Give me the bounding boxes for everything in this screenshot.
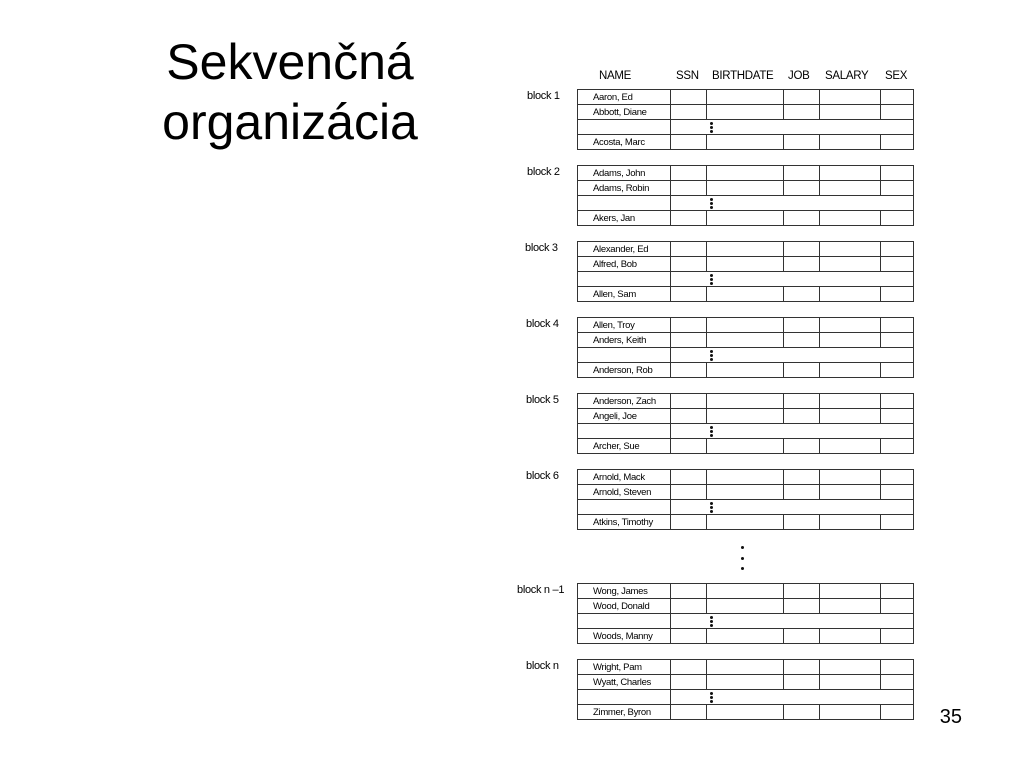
column-divider — [880, 90, 881, 104]
record-name: Woods, Manny — [593, 631, 653, 642]
column-divider — [706, 660, 707, 674]
column-divider — [670, 287, 671, 301]
column-divider — [670, 705, 671, 719]
column-divider — [783, 675, 784, 689]
column-divider — [706, 318, 707, 332]
column-divider — [880, 211, 881, 225]
column-divider — [819, 318, 820, 332]
column-divider — [783, 485, 784, 499]
column-divider — [670, 363, 671, 377]
record-row — [578, 211, 913, 225]
record-row — [578, 135, 913, 149]
column-divider — [670, 599, 671, 613]
column-divider — [783, 660, 784, 674]
column-divider — [880, 409, 881, 423]
record-row — [578, 181, 913, 196]
column-divider — [670, 394, 671, 408]
record-name: Allen, Sam — [593, 289, 636, 300]
column-divider — [783, 515, 784, 529]
record-name: Angeli, Joe — [593, 411, 637, 422]
column-divider — [880, 515, 881, 529]
record-name: Aaron, Ed — [593, 92, 633, 103]
column-divider — [670, 515, 671, 529]
column-divider — [706, 166, 707, 180]
column-divider — [819, 135, 820, 149]
column-divider — [819, 90, 820, 104]
record-name: Akers, Jan — [593, 213, 635, 224]
column-divider — [670, 439, 671, 453]
column-divider — [670, 348, 671, 362]
column-header-birthdate: BIRTHDATE — [712, 70, 774, 82]
column-divider — [819, 242, 820, 256]
column-divider — [880, 166, 881, 180]
column-divider — [670, 196, 671, 210]
column-divider — [880, 135, 881, 149]
column-divider — [880, 705, 881, 719]
column-divider — [783, 363, 784, 377]
column-divider — [670, 90, 671, 104]
column-divider — [819, 181, 820, 195]
record-name: Alfred, Bob — [593, 259, 637, 270]
record-row — [578, 287, 913, 301]
record-row — [578, 333, 913, 348]
ellipsis-row — [578, 348, 913, 363]
column-divider — [670, 629, 671, 643]
column-divider — [706, 363, 707, 377]
column-header-job: JOB — [788, 70, 810, 82]
block-label: block n –1 — [517, 584, 565, 596]
ellipsis-row — [578, 690, 913, 705]
column-header-sex: SEX — [885, 70, 908, 82]
column-divider — [783, 105, 784, 119]
record-name: Arnold, Steven — [593, 487, 652, 498]
record-name: Adams, Robin — [593, 183, 650, 194]
column-divider — [670, 584, 671, 598]
column-divider — [880, 333, 881, 347]
column-divider — [670, 675, 671, 689]
record-row — [578, 599, 913, 614]
column-divider — [783, 287, 784, 301]
column-divider — [819, 211, 820, 225]
column-divider — [783, 439, 784, 453]
block-table — [577, 583, 914, 644]
column-divider — [819, 584, 820, 598]
column-divider — [880, 363, 881, 377]
block-label: block n — [526, 660, 559, 672]
column-divider — [880, 287, 881, 301]
column-divider — [706, 135, 707, 149]
record-name: Arnold, Mack — [593, 472, 645, 483]
record-name: Anderson, Zach — [593, 396, 656, 407]
vertical-ellipsis-icon — [709, 348, 713, 363]
column-divider — [783, 599, 784, 613]
column-divider — [783, 629, 784, 643]
record-row — [578, 166, 913, 181]
column-divider — [819, 599, 820, 613]
column-divider — [880, 318, 881, 332]
record-row — [578, 90, 913, 105]
column-divider — [819, 470, 820, 484]
column-divider — [706, 257, 707, 271]
record-name: Alexander, Ed — [593, 244, 649, 255]
column-divider — [670, 500, 671, 514]
column-divider — [706, 439, 707, 453]
block-label: block 2 — [527, 166, 560, 178]
block-table — [577, 659, 914, 720]
column-divider — [819, 515, 820, 529]
vertical-ellipsis-icon — [739, 546, 745, 570]
record-row — [578, 363, 913, 377]
column-divider — [819, 409, 820, 423]
record-row — [578, 257, 913, 272]
block-label: block 1 — [527, 90, 560, 102]
record-name: Anders, Keith — [593, 335, 647, 346]
record-row — [578, 675, 913, 690]
vertical-ellipsis-icon — [709, 120, 713, 135]
column-divider — [819, 257, 820, 271]
column-divider — [819, 287, 820, 301]
column-divider — [670, 272, 671, 286]
column-divider — [819, 675, 820, 689]
column-divider — [670, 424, 671, 438]
column-divider — [783, 166, 784, 180]
record-name: Wong, James — [593, 586, 648, 597]
column-divider — [819, 105, 820, 119]
column-divider — [706, 409, 707, 423]
column-divider — [706, 485, 707, 499]
block-label: block 4 — [526, 318, 559, 330]
column-divider — [880, 394, 881, 408]
column-divider — [670, 660, 671, 674]
record-row — [578, 705, 913, 719]
column-divider — [819, 439, 820, 453]
record-name: Atkins, Timothy — [593, 517, 653, 528]
column-divider — [880, 675, 881, 689]
column-divider — [880, 599, 881, 613]
vertical-ellipsis-icon — [709, 196, 713, 211]
column-divider — [670, 318, 671, 332]
column-divider — [783, 394, 784, 408]
column-divider — [706, 211, 707, 225]
column-divider — [670, 333, 671, 347]
column-divider — [670, 211, 671, 225]
column-divider — [880, 470, 881, 484]
page-number: 35 — [939, 706, 962, 728]
vertical-ellipsis-icon — [709, 424, 713, 439]
column-divider — [706, 515, 707, 529]
column-divider — [670, 470, 671, 484]
record-name: Adams, John — [593, 168, 646, 179]
column-divider — [670, 690, 671, 704]
column-divider — [670, 242, 671, 256]
block-table — [577, 393, 914, 454]
record-row — [578, 470, 913, 485]
column-divider — [880, 242, 881, 256]
column-divider — [819, 363, 820, 377]
column-header-ssn: SSN — [676, 70, 699, 82]
column-divider — [783, 705, 784, 719]
block-table — [577, 165, 914, 226]
column-divider — [706, 242, 707, 256]
column-divider — [706, 470, 707, 484]
column-header-name: NAME — [599, 70, 632, 82]
record-name: Allen, Troy — [593, 320, 635, 331]
record-row — [578, 629, 913, 643]
ellipsis-row — [578, 500, 913, 515]
column-divider — [670, 181, 671, 195]
column-divider — [670, 614, 671, 628]
column-divider — [819, 166, 820, 180]
column-divider — [880, 105, 881, 119]
ellipsis-row — [578, 272, 913, 287]
record-row — [578, 515, 913, 529]
block-table — [577, 241, 914, 302]
column-divider — [819, 333, 820, 347]
block-label: block 5 — [526, 394, 559, 406]
record-row — [578, 409, 913, 424]
record-name: Wyatt, Charles — [593, 677, 652, 688]
ellipsis-row — [578, 424, 913, 439]
record-name: Wood, Donald — [593, 601, 650, 612]
record-row — [578, 439, 913, 453]
vertical-ellipsis-icon — [709, 272, 713, 287]
column-divider — [706, 333, 707, 347]
column-divider — [880, 629, 881, 643]
column-divider — [819, 394, 820, 408]
column-divider — [819, 660, 820, 674]
column-divider — [706, 287, 707, 301]
column-divider — [706, 394, 707, 408]
column-divider — [706, 629, 707, 643]
column-divider — [706, 675, 707, 689]
column-divider — [880, 181, 881, 195]
slide-title: Sekvenčná organizácia — [162, 34, 418, 150]
record-name: Zimmer, Byron — [593, 707, 651, 718]
column-divider — [670, 166, 671, 180]
column-divider — [783, 318, 784, 332]
record-row — [578, 105, 913, 120]
block-label: block 6 — [526, 470, 559, 482]
column-divider — [819, 485, 820, 499]
column-divider — [706, 181, 707, 195]
column-divider — [783, 257, 784, 271]
column-divider — [783, 181, 784, 195]
column-divider — [706, 599, 707, 613]
column-divider — [880, 439, 881, 453]
ellipsis-row — [578, 196, 913, 211]
column-divider — [880, 257, 881, 271]
vertical-ellipsis-icon — [709, 690, 713, 705]
record-row — [578, 485, 913, 500]
record-row — [578, 394, 913, 409]
column-divider — [670, 105, 671, 119]
column-divider — [783, 409, 784, 423]
ellipsis-row — [578, 614, 913, 629]
vertical-ellipsis-icon — [709, 500, 713, 515]
record-name: Wright, Pam — [593, 662, 642, 673]
column-divider — [783, 470, 784, 484]
column-divider — [706, 705, 707, 719]
column-divider — [706, 90, 707, 104]
column-divider — [670, 120, 671, 134]
column-divider — [706, 584, 707, 598]
column-divider — [783, 333, 784, 347]
record-row — [578, 584, 913, 599]
column-divider — [670, 135, 671, 149]
column-divider — [783, 135, 784, 149]
column-divider — [783, 584, 784, 598]
block-table — [577, 317, 914, 378]
column-divider — [880, 485, 881, 499]
column-header-salary: SALARY — [825, 70, 869, 82]
column-divider — [670, 257, 671, 271]
column-divider — [706, 105, 707, 119]
record-row — [578, 660, 913, 675]
ellipsis-row — [578, 120, 913, 135]
record-name: Abbott, Diane — [593, 107, 647, 118]
block-label: block 3 — [525, 242, 558, 254]
column-divider — [670, 485, 671, 499]
column-divider — [880, 584, 881, 598]
record-name: Archer, Sue — [593, 441, 640, 452]
record-name: Anderson, Rob — [593, 365, 653, 376]
record-name: Acosta, Marc — [593, 137, 645, 148]
block-table — [577, 469, 914, 530]
column-divider — [819, 705, 820, 719]
column-divider — [670, 409, 671, 423]
column-divider — [783, 211, 784, 225]
column-divider — [783, 90, 784, 104]
column-divider — [783, 242, 784, 256]
block-table — [577, 89, 914, 150]
column-divider — [819, 629, 820, 643]
vertical-ellipsis-icon — [709, 614, 713, 629]
record-row — [578, 318, 913, 333]
column-divider — [880, 660, 881, 674]
record-row — [578, 242, 913, 257]
